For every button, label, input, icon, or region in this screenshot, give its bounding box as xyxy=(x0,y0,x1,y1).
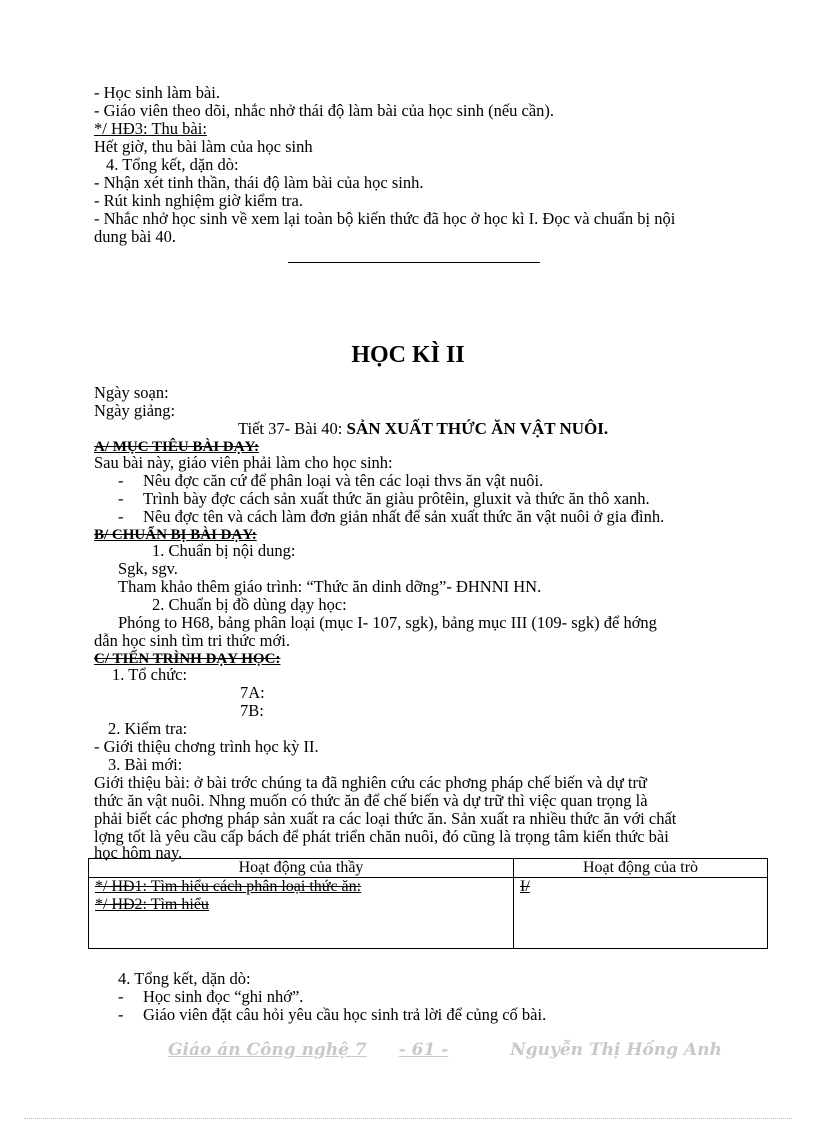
table-cell-student xyxy=(514,878,768,949)
text-line: dẫn học sinh tìm tri thức mới. xyxy=(94,631,290,650)
section-a-heading: A/ MỤC TIÊU BÀI DẠY: xyxy=(94,439,260,455)
section-b-heading: B/ CHUẨN BỊ BÀI DẠY: xyxy=(94,527,257,543)
text-line: Tham khảo thêm giáo trình: “Thức ăn dinh dỡng”- ĐHNNI HN. xyxy=(118,577,542,596)
table-header-student: Hoạt động của trò xyxy=(514,859,768,878)
prep-date-label: Ngày soạn: xyxy=(94,383,169,402)
table-header-teacher: Hoạt động của thầy xyxy=(89,859,514,878)
intro-line: Giới thiệu bài: ở bài trớc chúng ta đã nghiên cứu các phơng pháp chế biến và dự trữ xyxy=(94,773,647,792)
intro-line: thức ăn vật nuôi. Nhng muốn có thức ăn để chế biến và dự trữ thì việc quan trọng là xyxy=(94,791,648,810)
activity-table xyxy=(88,858,768,949)
subheading: 3. Bài mới: xyxy=(108,755,183,774)
subheading: 1. Chuẩn bị nội dung: xyxy=(152,541,296,560)
text-line: Sau bài này, giáo viên phải làm cho học sinh: xyxy=(94,453,393,472)
text-line: - Rút kinh nghiệm giờ kiểm tra. xyxy=(94,191,303,210)
footer-page-number: - 61 - xyxy=(398,1040,449,1060)
bullet-dash: - xyxy=(118,987,124,1006)
footer-subject: Giáo án Công nghệ 7 xyxy=(168,1040,367,1060)
text-line: - Giới thiệu chơng trình học kỳ II. xyxy=(94,737,319,756)
lesson-name: SẢN XUẤT THỨC ĂN VẬT NUÔI. xyxy=(346,419,609,438)
page-bottom-edge xyxy=(24,1118,792,1119)
activity-item: */ HĐ2: Tìm hiểu xyxy=(95,896,209,913)
bullet-dash: - xyxy=(118,507,124,526)
closing-item: Giáo viên đặt câu hỏi yêu cầu học sinh trả lời để củng cố bài. xyxy=(143,1005,547,1024)
text-line: - Học sinh làm bài. xyxy=(94,83,221,102)
objective-item: Nêu đợc căn cứ để phân loại và tên các loại thvs ăn vật nuôi. xyxy=(143,471,544,490)
footer-author: Nguyễn Thị Hồng Anh xyxy=(510,1040,722,1060)
lesson-prefix: Tiết 37- Bài 40: xyxy=(238,419,347,438)
bullet-dash: - xyxy=(118,471,124,490)
text-line: Sgk, sgv. xyxy=(118,559,178,578)
text-line: - Nhận xét tinh thần, thái độ làm bài của học sinh. xyxy=(94,173,424,192)
class-label: 7A: xyxy=(240,683,265,702)
bullet-dash: - xyxy=(118,489,124,508)
subheading: 2. Kiểm tra: xyxy=(108,719,188,738)
section-heading: 4. Tổng kết, dặn dò: xyxy=(106,155,239,174)
intro-line: lợng tốt là yêu cầu cấp bách để phát triển chăn nuôi, đó cũng là trọng tâm kiến thức bài xyxy=(94,827,669,846)
activity-heading: */ HĐ3: Thu bài: xyxy=(94,119,207,138)
lesson-title xyxy=(238,420,608,438)
page-footer xyxy=(168,1040,722,1060)
class-label: 7B: xyxy=(240,701,264,720)
intro-line: học hôm nay. xyxy=(94,843,183,862)
separator-line xyxy=(288,262,540,263)
subheading: 1. Tổ chức: xyxy=(112,665,188,684)
text-line: - Nhắc nhở học sinh về xem lại toàn bộ kiến thức đã học ở học kì I. Đọc và chuẩn bị nội xyxy=(94,209,676,228)
text-line: - Giáo viên theo dõi, nhắc nhở thái độ làm bài của học sinh (nếu cần). xyxy=(94,101,555,120)
closing-item: Học sinh đọc “ghi nhớ”. xyxy=(143,987,304,1006)
bullet-dash: - xyxy=(118,1005,124,1024)
teach-date-label: Ngày giảng: xyxy=(94,401,176,420)
section-heading: 4. Tổng kết, dặn dò: xyxy=(118,969,251,988)
subheading: 2. Chuẩn bị đồ dùng dạy học: xyxy=(152,595,347,614)
objective-item: Nêu đợc tên và cách làm đơn giản nhất để sản xuất thức ăn vật nuôi ở gia đình. xyxy=(143,507,665,526)
intro-line: phải biết các phơng pháp sản xuất ra các loại thức ăn. Sản xuất ra nhiều thức ăn với chất xyxy=(94,809,677,828)
text-line: Hết giờ, thu bài làm của học sinh xyxy=(94,137,313,156)
semester-title: HỌC KÌ II xyxy=(351,342,465,368)
section-c-heading: C/ TIẾN TRÌNH DẠY HỌC: xyxy=(94,651,281,667)
table-cell-teacher xyxy=(89,878,514,949)
text-line: dung bài 40. xyxy=(94,227,177,246)
activity-item: */ HĐ1: Tìm hiểu cách phân loại thức ăn: xyxy=(95,878,362,895)
objective-item: Trình bày đợc cách sản xuất thức ăn giàu prôtêin, gluxit và thức ăn thô xanh. xyxy=(143,489,650,508)
activity-item: I/ xyxy=(520,878,530,895)
text-line: Phóng to H68, bảng phân loại (mục I- 107, sgk), bảng mục III (109- sgk) để hớng xyxy=(118,613,657,632)
